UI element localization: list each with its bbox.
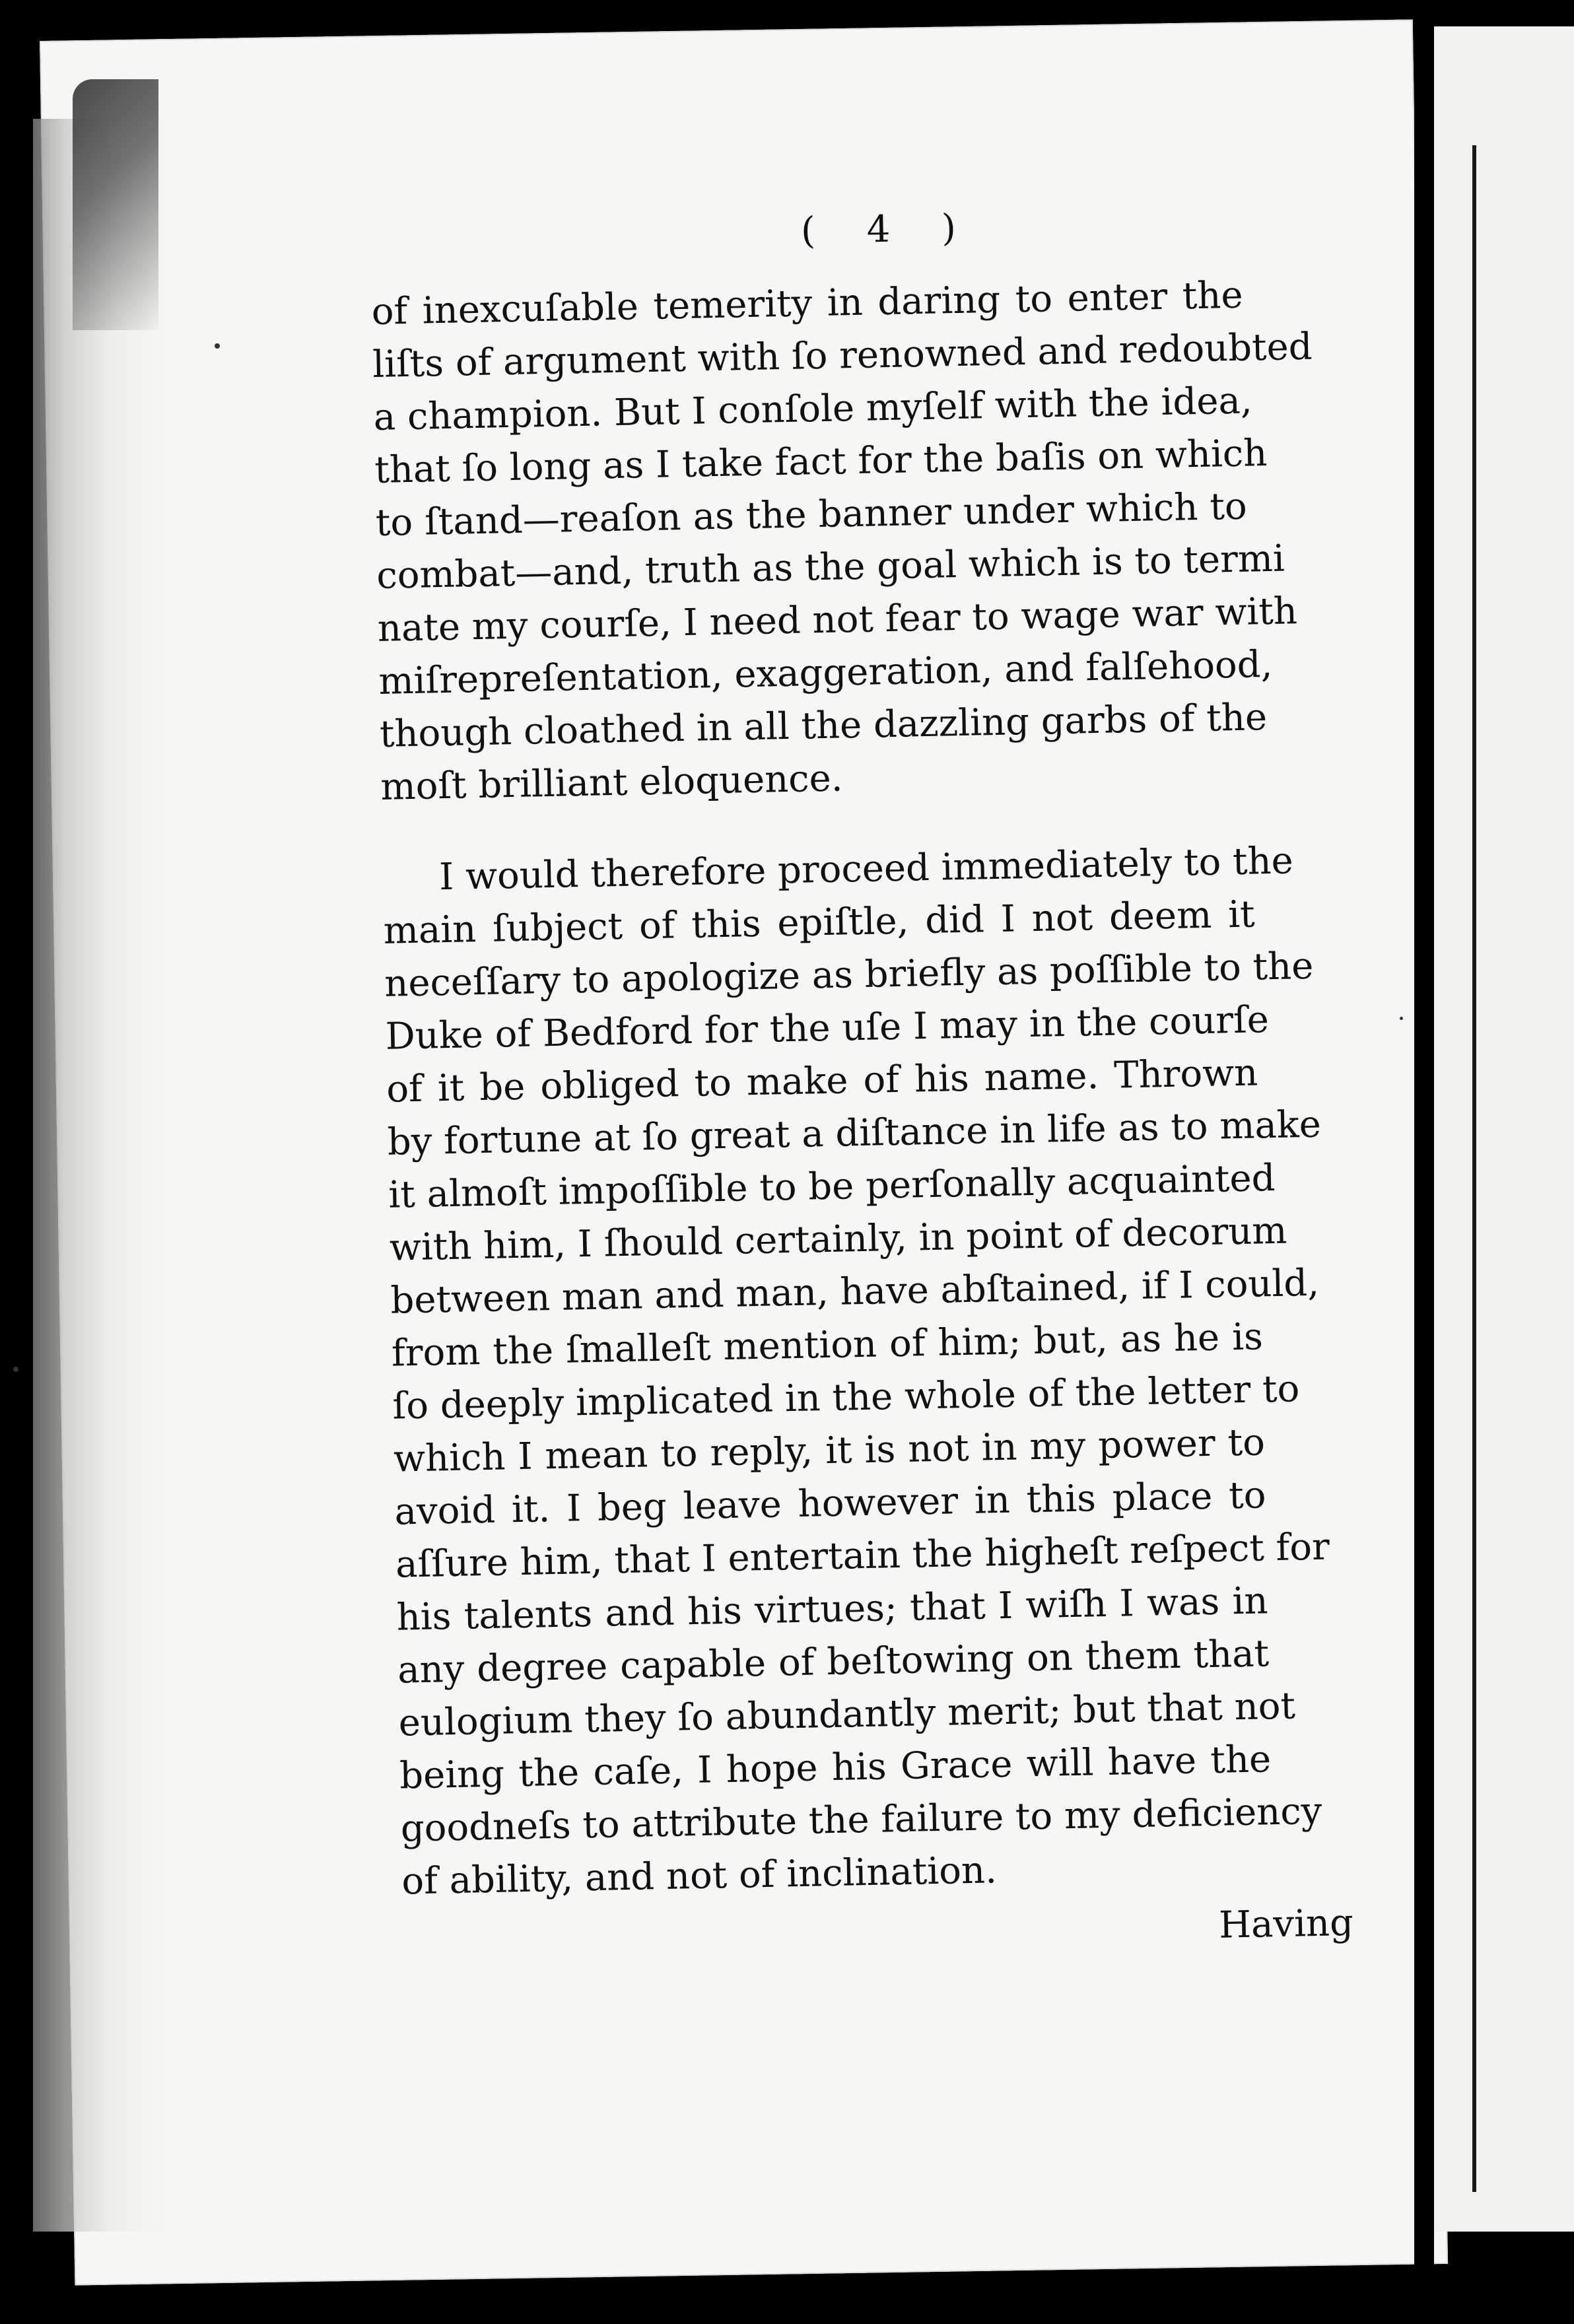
text-line: by fortune at ſo great a diſtance in life as to make <box>387 1103 1322 1164</box>
text-line: a champion. But I conſole myſelf with the idea, <box>373 379 1253 439</box>
text-line: combat—and, truth as the goal which is to termi <box>376 537 1285 598</box>
text-line: eulogium they ſo abundantly merit; but that not <box>398 1684 1296 1745</box>
text-line: main ſubject of this epiſtle, did I not deem it <box>383 893 1256 953</box>
text-line: though cloathed in all the dazzling garbs of the <box>379 696 1268 756</box>
binding-corner-shadow <box>73 79 158 330</box>
text-line: aſſure him, that I entertain the higheſt reſpect for <box>395 1525 1330 1587</box>
text-line: nate my courſe, I need not fear to wage war with <box>377 590 1298 650</box>
scan-speck <box>215 343 220 349</box>
text-line: of it be obliged to make of his name. Thrown <box>386 1051 1258 1111</box>
paragraph-1 <box>371 267 1358 814</box>
text-line: I would therefore proceed immediately to the <box>438 839 1294 899</box>
text-line: to ſtand—reaſon as the banner under which to <box>375 485 1248 545</box>
text-line: that ſo long as I take fact for the baſis on which <box>374 431 1268 492</box>
text-line: which I mean to reply, it is not in my power to <box>393 1421 1266 1481</box>
adjacent-page <box>1434 26 1574 2232</box>
catchword: Having <box>1218 1901 1354 1947</box>
text-line: miſrepreſentation, exaggeration, and falſehood, <box>378 642 1273 703</box>
text-line: neceſſary to apologize as briefly as poſſible to the <box>384 944 1314 1006</box>
page-number: ( 4 ) <box>800 206 976 253</box>
text-line: goodneſs to attribute the failure to my deficiency <box>400 1789 1322 1851</box>
text-line: any degree capable of beſtowing on them that <box>397 1632 1270 1692</box>
text-line: between man and man, have abſtained, if I could, <box>390 1261 1320 1322</box>
adjacent-page-edge <box>1472 145 1476 2192</box>
binding-shadow <box>33 119 165 2232</box>
text-line: it almoſt impoſſible to be perſonally acquainted <box>388 1156 1276 1217</box>
text-line: Duke of Bedford for the uſe I may in the courſe <box>385 998 1270 1058</box>
text-line: of inexcuſable temerity in daring to enter the <box>371 273 1244 333</box>
text-line: liſts of argument with ſo renowned and redoubted <box>372 325 1313 386</box>
text-line: moſt brilliant eloquence. <box>380 757 844 809</box>
text-line: avoid it. I beg leave however in this place to <box>394 1474 1267 1534</box>
text-line: ſo deeply implicated in the whole of the letter to <box>392 1367 1300 1428</box>
text-line: of ability, and not of inclination. <box>401 1849 998 1903</box>
paragraph-2 <box>382 833 1379 1908</box>
text-line: his talents and his virtues; that I wiſh I was in <box>396 1579 1269 1639</box>
text-line: with him, I ſhould certainly, in point of decorum <box>389 1209 1288 1270</box>
scan-speck <box>1400 1017 1403 1020</box>
text-line: being the caſe, I hope his Grace will have the <box>399 1738 1272 1798</box>
page-text <box>370 199 1381 1968</box>
scan-speck <box>13 1367 18 1372</box>
text-line: from the ſmalleſt mention of him; but, as he is <box>391 1315 1264 1375</box>
scan-border-right <box>1414 0 1434 2324</box>
